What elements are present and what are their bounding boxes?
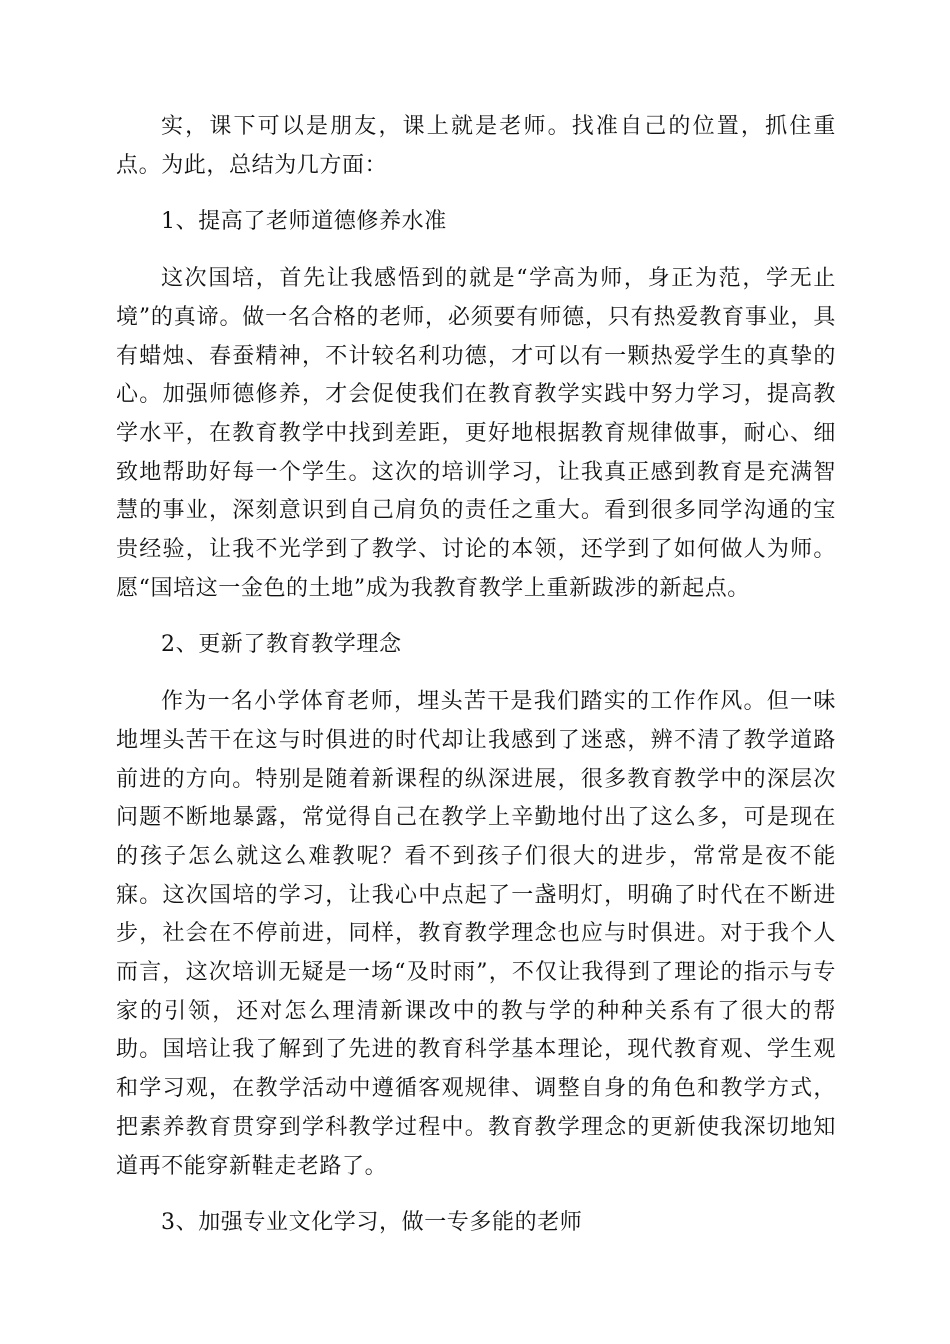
document-body	[116, 108, 836, 1243]
paragraph-gap	[116, 1186, 836, 1204]
section-heading-1: 1、提高了老师道德修养水准	[161, 209, 447, 235]
paragraph-section-2: 作为一名小学体育老师，埋头苦干是我们踏实的工作作风。但一味地埋头苦干在这与时俱进的时代却让我感到了迷惑，辨不清了教学道路前进的方向。特别是随着新课程的纵深进展，很多教育教学中的深层次问题不断地暴露，常觉得自己在教学上辛勤地付出了这么多，可是现在的孩子怎么就这么难教呢？看不到孩子们很大的进步，常常是夜不能寐。这次国培的学习，让我心中点起了一盏明灯，明确了时代在不断进步，社会在不停前进，同样，教育教学理念也应与时俱进。对于我个人而言，这次培训无疑是一场“及时雨”，不仅让我得到了理论的指示与专家的引领，还对怎么理清新课改中的教与学的种种关系有了很大的帮助。国培让我了解到了先进的教育科学基本理论，现代教育观、学生观和学习观，在教学活动中遵循客观规律、调整自身的角色和教学方式，把素养教育贯穿到学科教学过程中。教育教学理念的更新使我深切地知道再不能穿新鞋走老路了。	[116, 689, 836, 1179]
section-heading-2: 2、更新了教育教学理念	[161, 632, 402, 658]
section-heading-3: 3、加强专业文化学习，做一专多能的老师	[161, 1210, 583, 1236]
paragraph-gap	[116, 608, 836, 626]
paragraph-section-1: 这次国培，首先让我感悟到的就是“学高为师，身正为范，学无止境”的真谛。做一名合格的老师，必须要有师德，只有热爱教育事业，具有蜡烛、春蚕精神，不计较名利功德，才可以有一颗热爱学生的真挚的心。加强师德修养，才会促使我们在教育教学实践中努力学习，提高教学水平，在教育教学中找到差距，更好地根据教育规律做事，耐心、细致地帮助好每一个学生。这次的培训学习，让我真正感到教育是充满智慧的事业，深刻意识到自己肩负的责任之重大。看到很多同学沟通的宝贵经验，让我不光学到了教学、讨论的本领，还学到了如何做人为师。愿“国培这一金色的土地”成为我教育教学上重新跋涉的新起点。	[116, 266, 836, 601]
paragraph-gap	[116, 242, 836, 260]
paragraph-intro: 实，课下可以是朋友，课上就是老师。找准自己的位置，抓住重点。为此，总结为几方面：	[116, 114, 836, 178]
paragraph-gap	[116, 665, 836, 683]
paragraph-gap	[116, 185, 836, 203]
